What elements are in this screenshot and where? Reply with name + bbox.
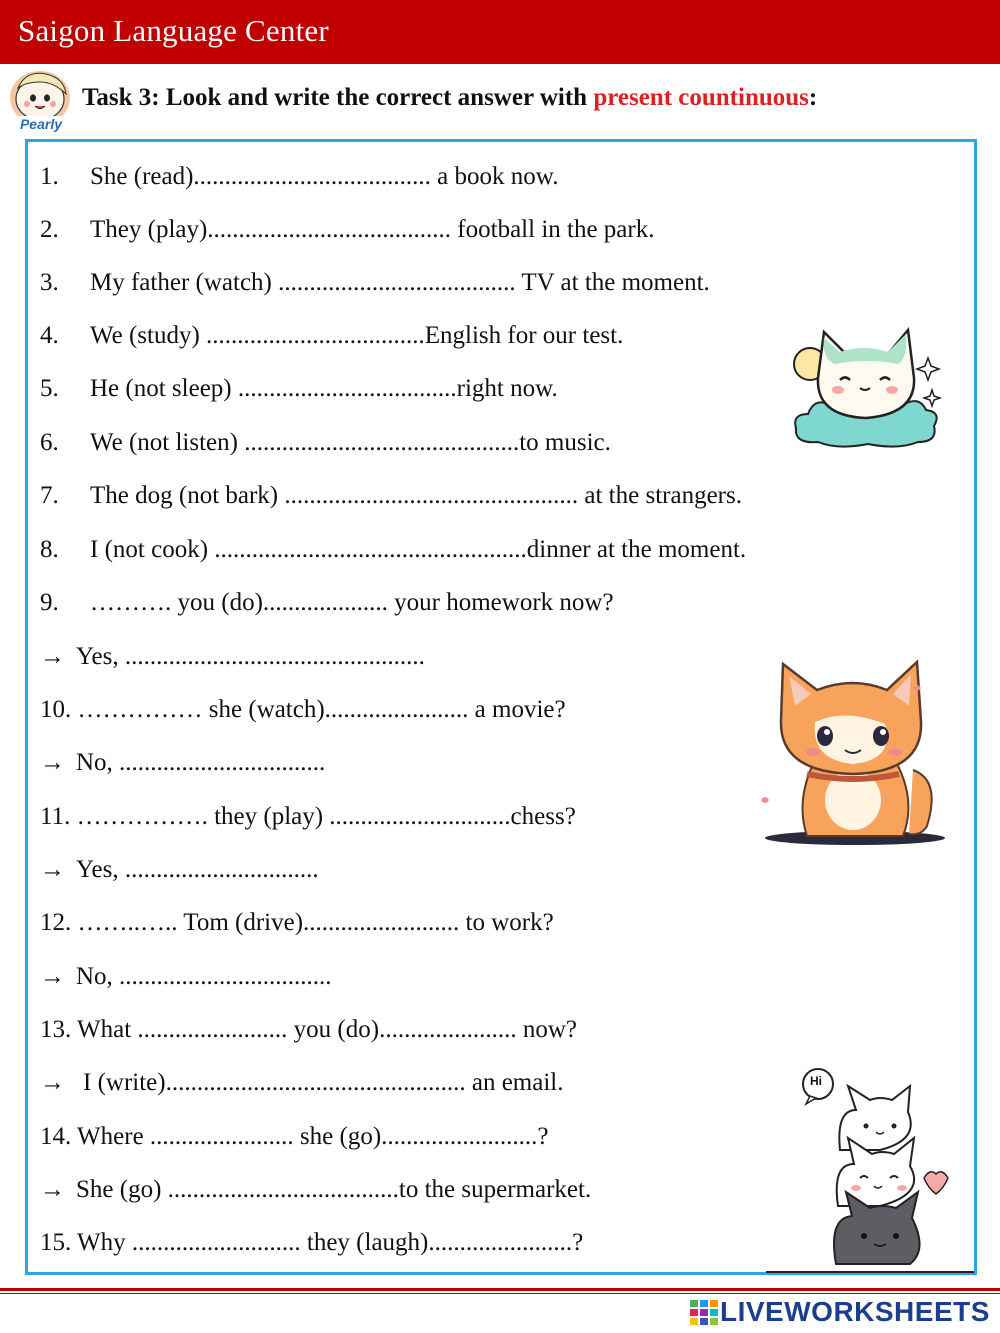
line-text: We (study) ...................................English for our test. (90, 322, 624, 349)
line-number: 4. (40, 322, 59, 349)
line-text: Yes, ................................................ (76, 643, 425, 670)
line-number: 8. (40, 536, 59, 563)
line-text: The dog (not bark) ............................................... at the strangers. (90, 482, 742, 509)
line-text: I (write)................................................ an email. (83, 1069, 564, 1096)
line-number: 1. (40, 163, 59, 190)
exercise-line-7 (40, 481, 742, 511)
answer-line-13 (40, 1068, 563, 1098)
answer-line-9 (40, 642, 425, 672)
line-number: 7. (40, 482, 59, 509)
liveworksheets-text: LIVEWORKSHEETS (720, 1296, 990, 1327)
line-text: She (read)...................................... a book now. (90, 163, 559, 190)
line-text: 13. What ........................ you (do)...................... now? (40, 1016, 577, 1043)
line-text: They (play)....................................... football in the park. (90, 216, 655, 243)
line-text: We (not listen) ............................................to music. (90, 429, 611, 456)
line-text: No, .................................. (76, 963, 332, 990)
exercise-line-14 (40, 1122, 548, 1152)
exercise-line-9 (40, 588, 614, 618)
exercise-line-4 (40, 321, 623, 351)
line-text: 11. ……………. they (play) .............................chess? (40, 803, 576, 830)
cat-on-cloud-icon (788, 318, 948, 450)
header-bar (0, 0, 1000, 64)
exercise-line-10 (40, 695, 566, 725)
exercise-line-5 (40, 374, 558, 404)
liveworksheets-logo (690, 1296, 990, 1330)
exercise-line-6 (40, 428, 611, 458)
liveworksheets-grid-icon (690, 1300, 718, 1326)
footer-rule-thin (0, 1293, 1000, 1294)
answer-line-14 (40, 1175, 591, 1205)
line-text: He (not sleep) ...................................right now. (90, 375, 558, 402)
exercise-line-13 (40, 1015, 577, 1045)
line-text: I (not cook) ..................................................dinner at the moment. (90, 536, 747, 563)
line-number: 2. (40, 216, 59, 243)
mascot-label: Pearly (19, 116, 63, 132)
line-text: 15. Why ........................... they (laugh).......................? (40, 1229, 584, 1256)
task-instruction (82, 84, 817, 112)
exercise-line-12 (40, 908, 554, 938)
exercise-line-3 (40, 268, 710, 298)
task-accent: present countinuous (593, 84, 809, 111)
line-number: 3. (40, 269, 59, 296)
footer-rule (0, 1288, 1000, 1291)
header-title: Saigon Language Center (18, 13, 329, 48)
line-number: 9. (40, 589, 59, 616)
arrow-icon: → (40, 1069, 65, 1096)
answer-line-10 (40, 748, 325, 778)
exercise-line-8 (40, 535, 746, 565)
exercise-line-2 (40, 215, 654, 245)
line-number: 6. (40, 429, 59, 456)
line-number: 5. (40, 375, 59, 402)
arrow-icon: → (40, 643, 65, 670)
answer-line-11 (40, 855, 319, 885)
arrow-icon: → (40, 749, 65, 776)
arrow-icon: → (40, 1176, 65, 1203)
arrow-icon: → (40, 963, 65, 990)
task-suffix: : (808, 84, 818, 111)
line-text: She (go) .....................................to the supermarket. (76, 1176, 592, 1203)
exercise-line-15 (40, 1228, 583, 1258)
answer-line-12 (40, 962, 332, 992)
line-text: ………. you (do).................... your homework now? (90, 589, 614, 616)
line-text: No, ................................. (76, 749, 326, 776)
exercise-line-1 (40, 162, 558, 192)
exercise-line-11 (40, 802, 576, 832)
line-text: 10. …………… she (watch)....................... a movie? (40, 696, 566, 723)
line-text: My father (watch) ...................................... TV at the moment. (90, 269, 710, 296)
line-text: 14. Where ....................... she (go).........................? (40, 1123, 549, 1150)
speech-bubble-text: Hi (810, 1074, 822, 1088)
task-prefix: Task 3: Look and write the correct answer with (82, 84, 594, 111)
arrow-icon: → (40, 856, 65, 883)
stacked-cats-icon (760, 1060, 980, 1280)
line-text: 12. ……..….. Tom (drive)......................... to work? (40, 909, 554, 936)
orange-cat-icon (745, 650, 945, 850)
line-text: Yes, ............................... (76, 856, 319, 883)
pearly-mascot-icon (6, 68, 74, 134)
